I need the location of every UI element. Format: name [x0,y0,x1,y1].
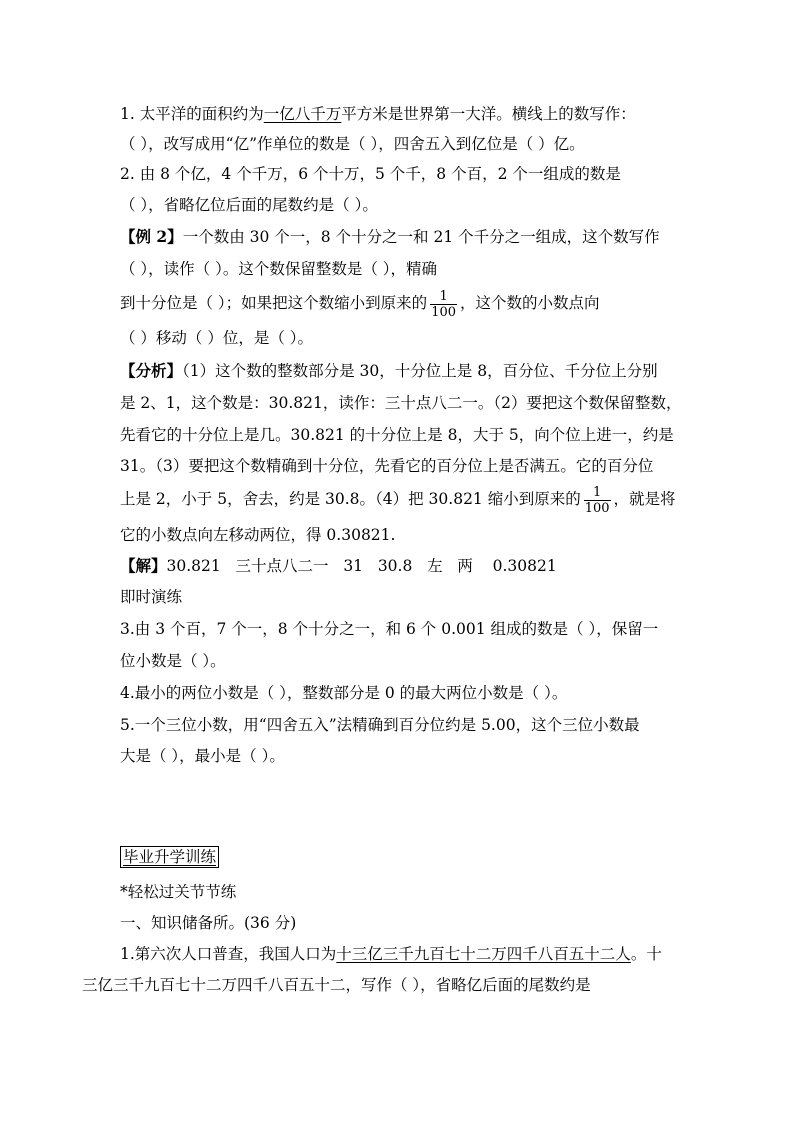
question-1-line-2: （ ），改写成用“亿”作单位的数是（ ），四舍五入到亿位是（ ）亿。 [120,135,585,153]
question-3-line-1: 3.由 3 个百，7 个一，8 个十分之一，和 6 个 0.001 组成的数是（ ），保留一 [120,620,659,638]
question-1-line-1: 1. 太平洋的面积约为一亿八千万平方米是世界第一大洋。横线上的数写作： [120,105,636,123]
solution-line: 【解】30.821 三十点八二一 31 30.8 左 两 0.30821 [120,556,557,575]
analysis-line-2: 是 2、1，这个数是：30.821，读作：三十点八二一。（2）要把这个数保留整数， [120,394,682,412]
example-2-line-1: 【例 2】一个数由 30 个一，8 个十分之一和 21 个千分之一组成，这个数写作 [120,227,660,246]
underlined-number: 一亿八千万 [263,105,342,123]
analysis-line-1: 【分析】（1）这个数的整数部分是 30，十分位上是 8，百分位、千分位上分别 [120,361,658,380]
analysis-line-6: 它的小数点向左移动两位，得 0.30821. [120,526,396,544]
example-2-line-4: （ ）移动（ ）位，是（ ）。 [120,329,314,347]
part-1-heading: 一、知识储备所。(36 分) [120,914,297,932]
analysis-line-3: 先看它的十分位上是几。30.821 的十分位上是 8，大于 5，向个位上进一，约是 [120,426,674,444]
example-2-line-3: 到十分位是（ ）；如果把这个数缩小到原来的 $\frac{1}{100}$ ，这个数的小数点向 [120,288,600,320]
example-tag: 【例 2】 [120,227,183,246]
problem-1-line-1: 1.第六次人口普查，我国人口为十三亿三千九百七十二万四千八百五十二人。十 [120,945,662,963]
analysis-tag: 【分析】 [120,361,183,380]
analysis-line-5: 上是 2，小于 5，舍去，约是 30.8。（4）把 30.821 缩小到原来的 $\frac{1}{100}$ ，就是将 [120,484,676,516]
underlined-number: 十三亿三千九百七十二万四千八百五十二人 [336,945,631,963]
question-2-line-1: 2. 由 8 个亿，4 个千万，6 个十万，5 个千，8 个百，2 个一组成的数是 [120,165,621,183]
example-2-line-2: （ ），读作（ ）。这个数保留整数是（ ），精确 [120,260,438,278]
fraction: $\frac{1}{100}$ [584,484,610,516]
subsection-heading: *轻松过关节节练 [120,883,237,901]
analysis-line-4: 31。（3）要把这个数精确到十分位，先看它的百分位上是否满五。它的百分位 [120,457,654,475]
question-4-line-1: 4.最小的两位小数是（ ），整数部分是 0 的最大两位小数是（ ）。 [120,684,568,702]
question-2-line-2: （ ），省略亿位后面的尾数约是（ ）。 [120,196,378,214]
section-title: 毕业升学训练 [120,846,219,868]
section-title-line [120,846,682,868]
question-5-line-2: 大是（ ），最小是（ ）。 [120,747,285,765]
fraction: $\frac{1}{100}$ [431,288,457,320]
practice-heading: 即时演练 [120,588,183,606]
solution-tag: 【解】 [120,556,167,575]
question-5-line-1: 5.一个三位小数，用“四舍五入”法精确到百分位约是 5.00，这个三位小数最 [120,716,640,734]
problem-1-line-2: 三亿三千九百七十二万四千八百五十二，写作（ ），省略亿后面的尾数约是 [82,976,591,994]
question-3-line-2: 位小数是（ ）。 [120,652,226,670]
